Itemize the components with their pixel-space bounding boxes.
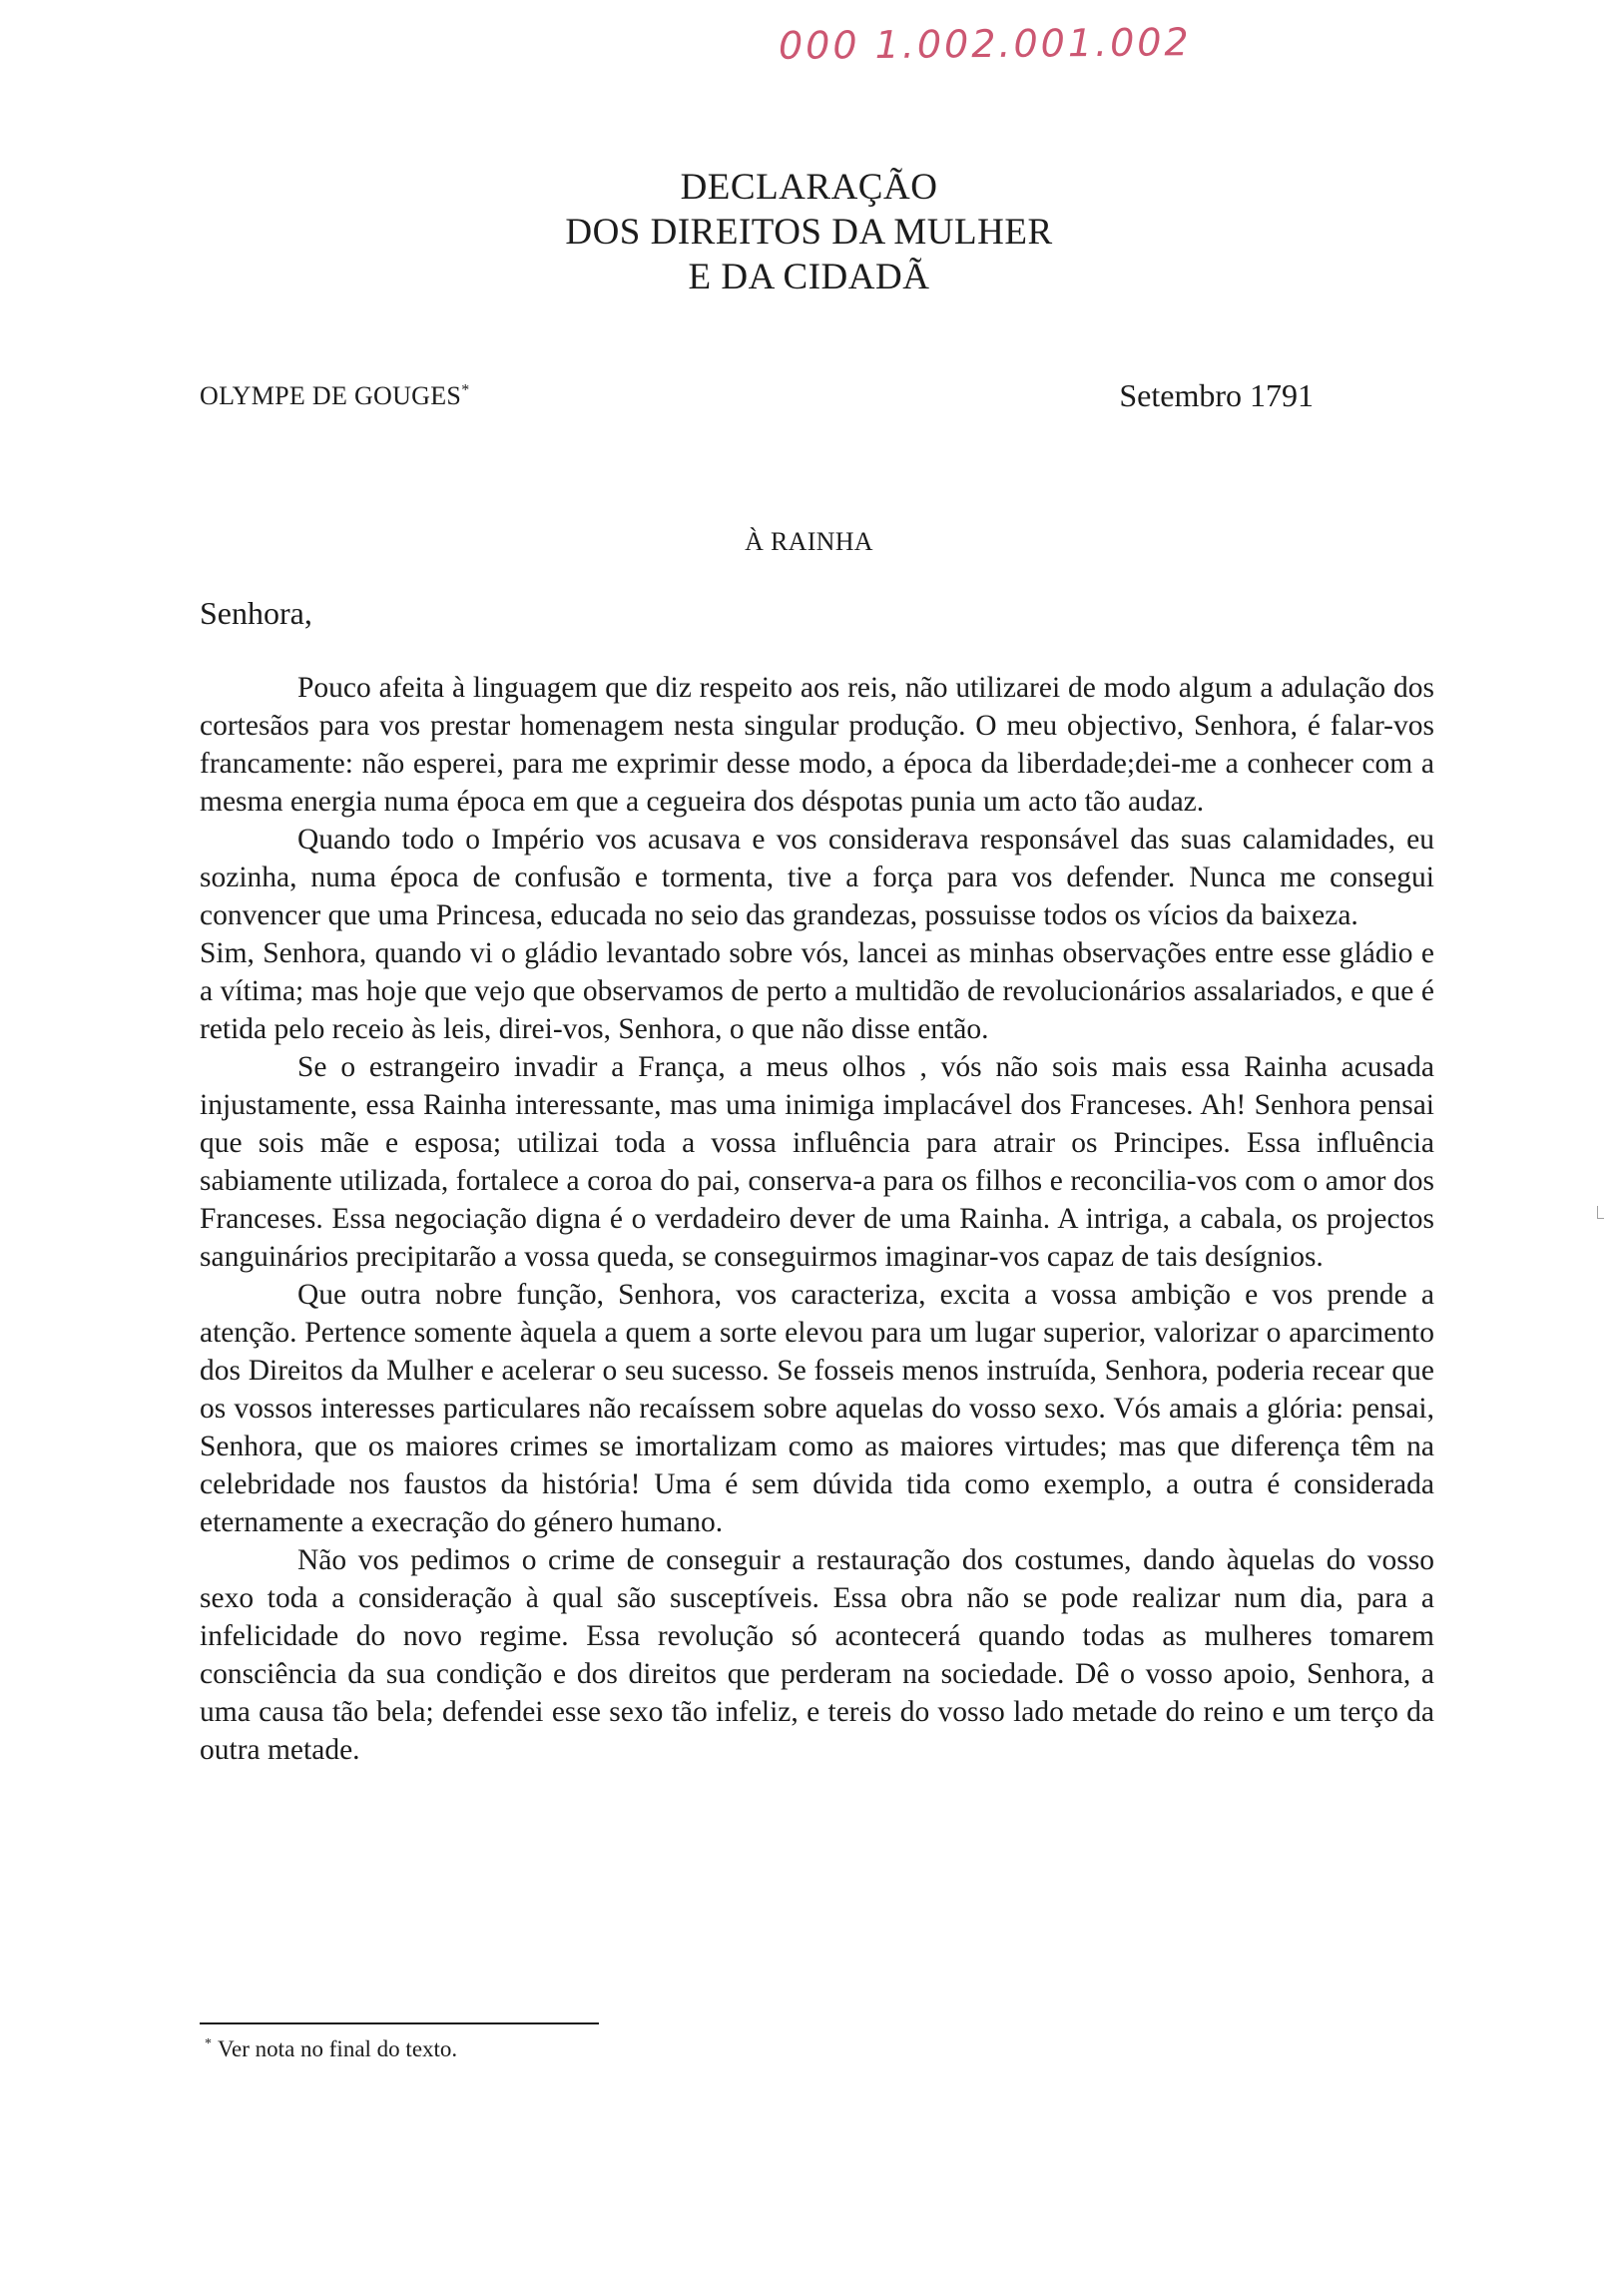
author-name (200, 381, 470, 411)
dedication-heading: À RAINHA (745, 527, 873, 556)
footnote-text: Ver nota no final do texto. (218, 2036, 458, 2061)
footnote-divider (200, 2022, 599, 2024)
archive-reference-number: 000 1.002.001.002 (778, 20, 1192, 68)
document-date: Setembro 1791 (1119, 377, 1314, 413)
footnote-mark: * (205, 2036, 212, 2052)
title-line-3: E DA CIDADÃ (688, 257, 930, 297)
paragraph: Sim, Senhora, quando vi o gládio levantado sobre vós, lancei as minhas observações entre esse gládio e a vítima; mas hoje que vejo que observamos de perto a multidão de revolucionários assalariados, e que é retida pelo receio às leis, direi-vos, Senhora, o que não disse então. (200, 937, 1434, 1045)
footnote (205, 2036, 457, 2062)
title-line-1: DECLARAÇÃO (680, 167, 938, 208)
paragraph: Que outra nobre função, Senhora, vos caracteriza, excita a vossa ambição e vos prende a atenção. Pertence somente àquela a quem a sorte elevou para um lugar superior, valorizar o aparcimento dos Direitos da Mulher e acelerar o seu sucesso. Se fosseis menos instruída, Senhora, poderia recear que os vossos interesses particulares não recaíssem sobre aquelas do vosso sexo. Vós amais a glória: pensai, Senhora, que os maiores crimes se imortalizam como as maiores virtudes; mas que diferença têm na celebridade nos faustos da história! Uma é sem dúvida tida como exemplo, a outra é considerada eternamente a execração do género humano. (200, 1279, 1434, 1538)
paragraph: Quando todo o Império vos acusava e vos considerava responsável das suas calamidades, eu sozinha, numa época de confusão e tormenta, tive a força para vos defender. Nunca me consegui convencer que uma Princesa, educada no seio das grandezas, possuisse todos os vícios da baixeza. (200, 824, 1434, 931)
title-line-2: DOS DIREITOS DA MULHER (565, 212, 1053, 253)
margin-tick-mark (1597, 1206, 1604, 1219)
letter-body (200, 669, 1434, 1769)
paragraph: Não vos pedimos o crime de conseguir a restauração dos costumes, dando àquelas do vosso sexo toda a consideração à qual são susceptíveis. Essa obra não se pode realizar num dia, para a infelicidade do novo regime. Essa revolução só acontecerá quando todas as mulheres tomarem consciência da sua condição e dos direitos que perderam na sociedade. Dê o vosso apoio, Senhora, a uma causa tão bela; defendei esse sexo tão infeliz, e tereis do vosso lado metade do reino e um terço da outra metade. (200, 1544, 1434, 1766)
document-title (0, 165, 1618, 299)
salutation: Senhora, (200, 595, 312, 631)
author-footnote-mark: * (461, 381, 470, 399)
paragraph: Se o estrangeiro invadir a França, a meus olhos , vós não sois mais essa Rainha acusada injustamente, essa Rainha interessante, mas uma inimiga implacável dos Franceses. Ah! Senhora pensai que sois mãe e esposa; utilizai toda a vossa influência para atrair os Principes. Essa influência sabiamente utilizada, fortalece a coroa do pai, conserva-a para os filhos e reconcilia-vos com o amor dos Franceses. Essa negociação digna é o verdadeiro dever de uma Rainha. A intriga, a cabala, os projectos sanguinários precipitarão a vossa queda, se conseguirmos imaginar-vos capaz de tais desígnios. (200, 1051, 1434, 1273)
paragraph: Pouco afeita à linguagem que diz respeito aos reis, não utilizarei de modo algum a adulação dos cortesãos para vos prestar homenagem nesta singular produção. O meu objectivo, Senhora, é falar-vos francamente: não esperei, para me exprimir desse modo, a época da liberdade;dei-me a conhecer com a mesma energia numa época em que a cegueira dos déspotas punia um acto tão audaz. (200, 672, 1434, 818)
author-text: OLYMPE DE GOUGES (200, 381, 462, 410)
